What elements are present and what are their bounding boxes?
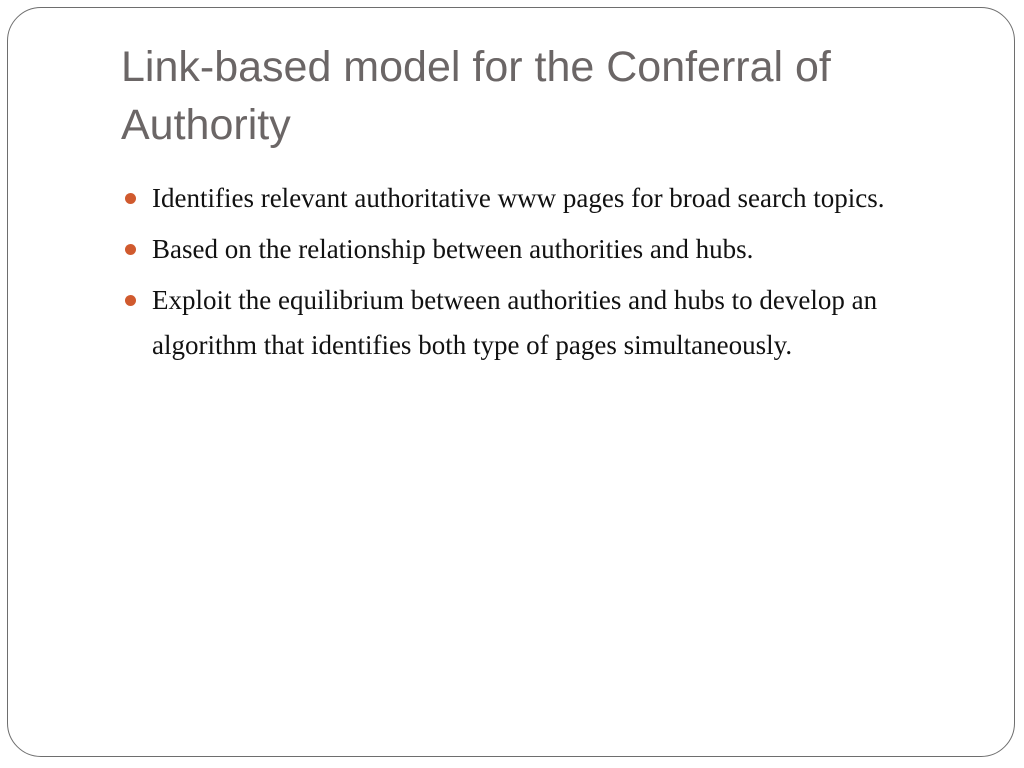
bullet-item	[121, 278, 981, 368]
slide-frame	[7, 7, 1015, 757]
bullet-text: Identifies relevant authoritative www pages for broad search topics.	[152, 183, 885, 213]
bullet-text: Exploit the equilibrium between authorities and hubs to develop an algorithm that identifies both type of pages simultaneously.	[152, 285, 878, 360]
bullet-list	[121, 176, 981, 374]
bullet-dot-icon	[125, 244, 136, 255]
bullet-item	[121, 176, 981, 221]
bullet-dot-icon	[125, 193, 136, 204]
bullet-item	[121, 227, 981, 272]
bullet-dot-icon	[125, 295, 136, 306]
bullet-text: Based on the relationship between authorities and hubs.	[152, 234, 754, 264]
slide-title: Link-based model for the Conferral of Authority	[121, 43, 831, 149]
